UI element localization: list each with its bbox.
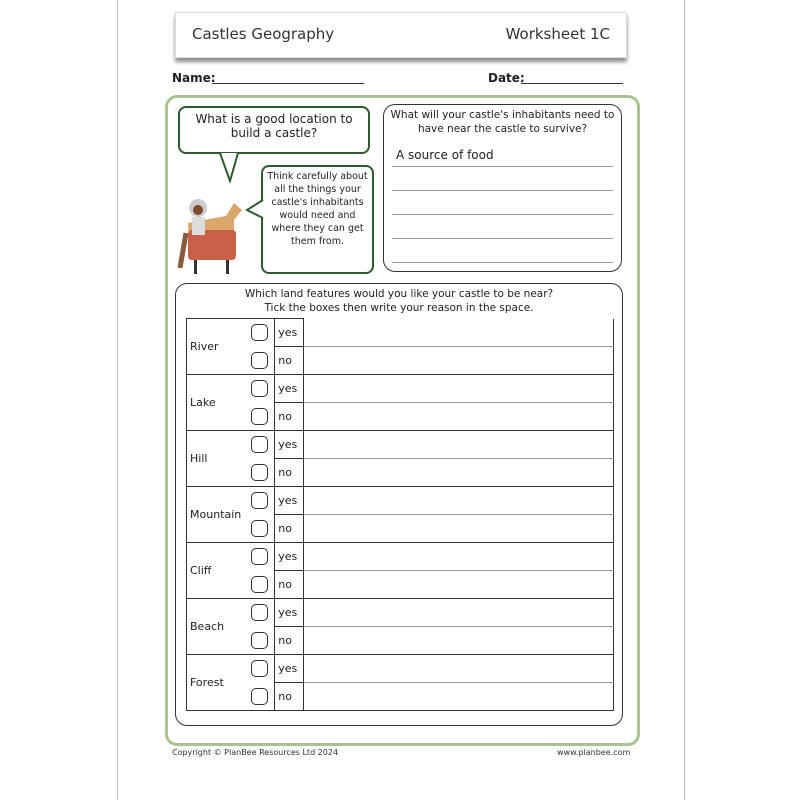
name-label: Name: — [172, 71, 216, 85]
yes-checkbox[interactable] — [251, 324, 268, 341]
no-checkbox[interactable] — [251, 688, 268, 705]
worksheet-title: Castles Geography — [192, 25, 335, 43]
features-table — [186, 318, 614, 711]
no-label: no — [275, 347, 304, 375]
bubble-tail-icon — [218, 153, 242, 183]
yes-checkbox[interactable] — [251, 604, 268, 621]
yes-label: yes — [275, 543, 304, 571]
answer-line[interactable] — [392, 262, 613, 263]
reason-field[interactable] — [304, 515, 614, 543]
feature-row-no — [187, 347, 614, 375]
feature-row-yes — [187, 431, 614, 459]
reason-field[interactable] — [304, 375, 614, 403]
answer-line[interactable] — [392, 166, 613, 167]
no-checkbox[interactable] — [251, 352, 268, 369]
feature-row-yes — [187, 543, 614, 571]
worksheet-header — [175, 12, 627, 58]
feature-label: Cliff — [187, 543, 245, 599]
answer-line[interactable] — [392, 214, 613, 215]
answer-line[interactable] — [392, 238, 613, 239]
reason-field[interactable] — [304, 459, 614, 487]
yes-checkbox[interactable] — [251, 548, 268, 565]
reason-field[interactable] — [304, 571, 614, 599]
reason-field[interactable] — [304, 683, 614, 711]
feature-row-no — [187, 403, 614, 431]
feature-row-yes — [187, 599, 614, 627]
no-checkbox[interactable] — [251, 408, 268, 425]
date-field[interactable] — [521, 83, 623, 84]
yes-checkbox[interactable] — [251, 492, 268, 509]
no-label: no — [275, 627, 304, 655]
question-bubble — [178, 106, 370, 154]
feature-label: Lake — [187, 375, 245, 431]
features-instruction-1: Which land features would you like your castle to be near? — [244, 288, 554, 300]
reason-field[interactable] — [304, 487, 614, 515]
feature-label: Hill — [187, 431, 245, 487]
answer-line[interactable] — [392, 190, 613, 191]
no-label: no — [275, 403, 304, 431]
yes-label: yes — [275, 319, 304, 347]
feature-row-yes — [187, 655, 614, 683]
reason-field[interactable] — [304, 543, 614, 571]
yes-checkbox[interactable] — [251, 380, 268, 397]
reason-field[interactable] — [304, 655, 614, 683]
feature-row-yes — [187, 487, 614, 515]
features-instruction-2: Tick the boxes then write your reason in the space. — [264, 302, 534, 314]
no-label: no — [275, 571, 304, 599]
reason-field[interactable] — [304, 431, 614, 459]
question-text: What is a good location to build a castle? — [195, 112, 353, 140]
date-label: Date: — [488, 71, 525, 85]
yes-checkbox[interactable] — [251, 436, 268, 453]
hint-text: Think carefully about all the things your castle's inhabitants would need and where they can get them from. — [267, 171, 368, 247]
no-label: no — [275, 683, 304, 711]
hint-tail-icon — [245, 198, 265, 222]
survive-question: What will your castle's inhabitants need to have near the castle to survive? — [390, 109, 615, 135]
feature-row-yes — [187, 319, 614, 347]
survive-example: A source of food — [396, 148, 494, 162]
yes-checkbox[interactable] — [251, 660, 268, 677]
survive-box — [383, 104, 622, 272]
yes-label: yes — [275, 487, 304, 515]
no-label: no — [275, 515, 304, 543]
reason-field[interactable] — [304, 319, 614, 347]
no-checkbox[interactable] — [251, 520, 268, 537]
feature-row-no — [187, 571, 614, 599]
feature-row-yes — [187, 375, 614, 403]
yes-label: yes — [275, 375, 304, 403]
feature-row-no — [187, 459, 614, 487]
no-checkbox[interactable] — [251, 632, 268, 649]
reason-field[interactable] — [304, 347, 614, 375]
feature-row-no — [187, 627, 614, 655]
no-checkbox[interactable] — [251, 464, 268, 481]
feature-label: Beach — [187, 599, 245, 655]
reason-field[interactable] — [304, 403, 614, 431]
name-field[interactable] — [212, 83, 364, 84]
feature-row-no — [187, 515, 614, 543]
feature-label: River — [187, 319, 245, 375]
reason-field[interactable] — [304, 599, 614, 627]
copyright: Copyright © PlanBee Resources Ltd 2024 — [172, 748, 339, 757]
yes-label: yes — [275, 431, 304, 459]
no-checkbox[interactable] — [251, 576, 268, 593]
website: www.planbee.com — [557, 748, 631, 757]
feature-row-no — [187, 683, 614, 711]
worksheet-number: Worksheet 1C — [505, 25, 610, 43]
hint-bubble — [261, 165, 374, 274]
reason-field[interactable] — [304, 627, 614, 655]
yes-label: yes — [275, 599, 304, 627]
feature-label: Forest — [187, 655, 245, 711]
feature-label: Mountain — [187, 487, 245, 543]
knight-on-horse-icon — [176, 188, 246, 278]
yes-label: yes — [275, 655, 304, 683]
no-label: no — [275, 459, 304, 487]
